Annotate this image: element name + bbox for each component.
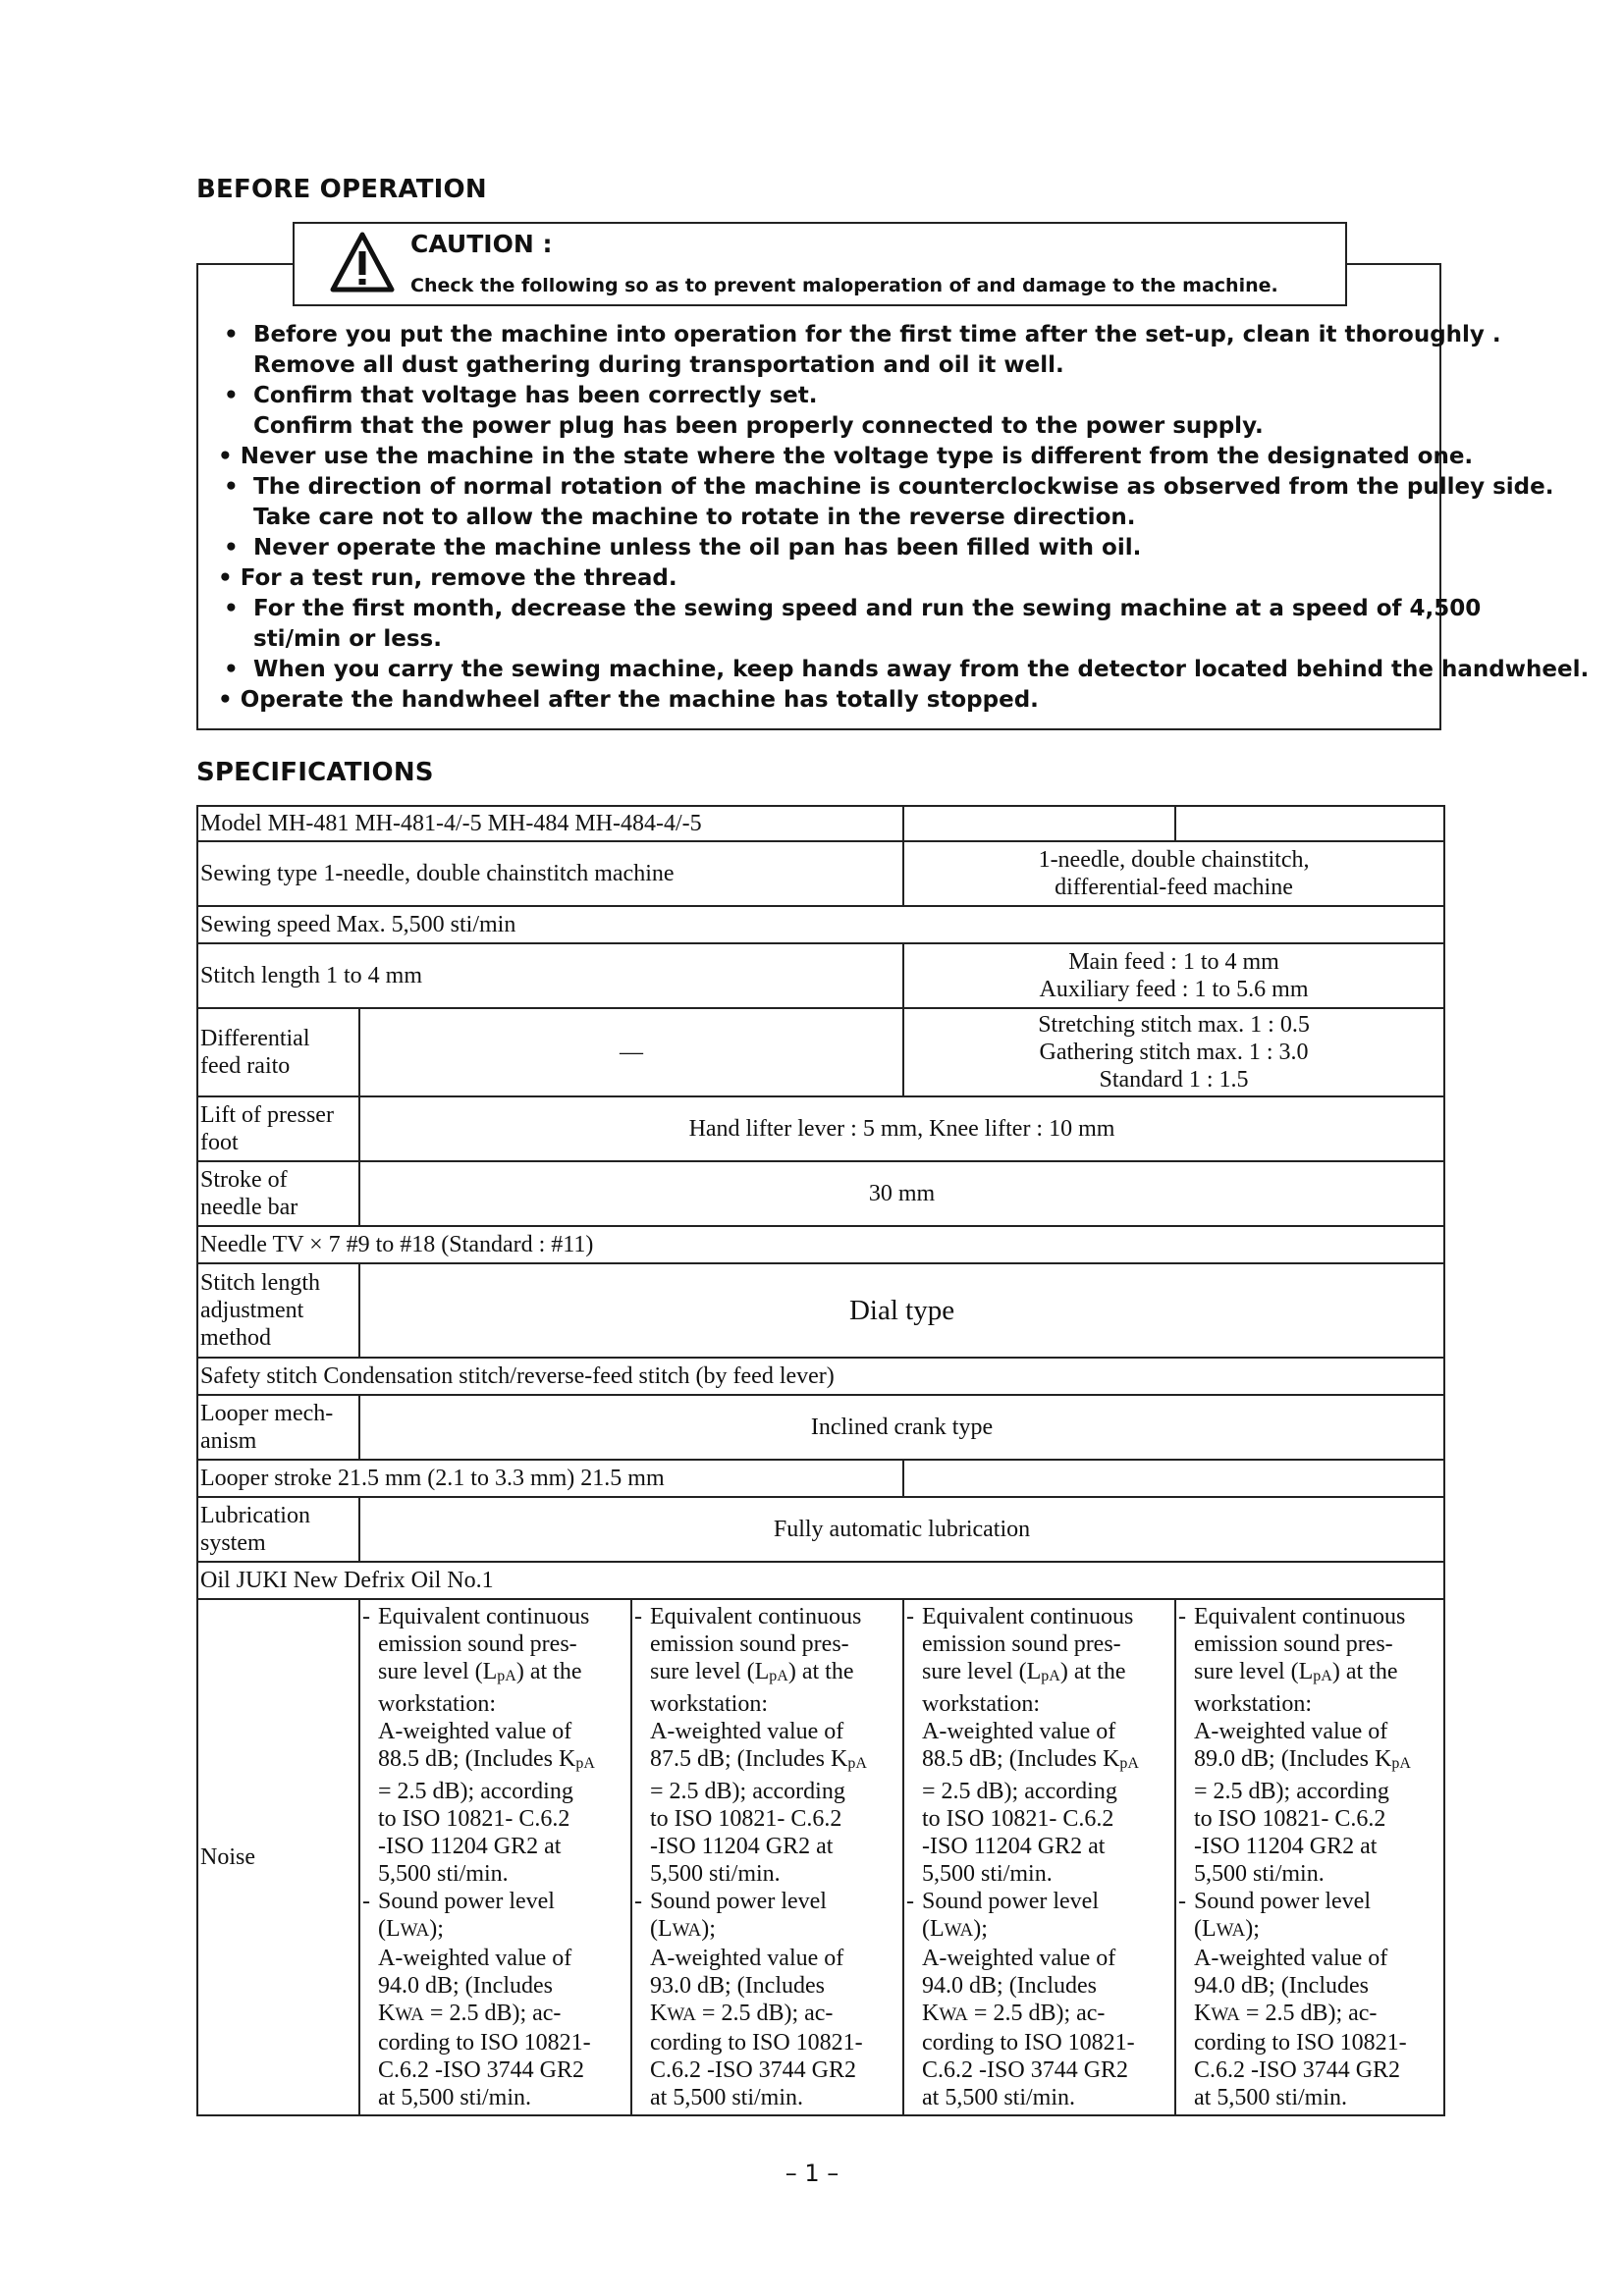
table-label: Lift of presser foot [197,1096,359,1161]
table-label: Stitch length adjustment method [197,1263,359,1358]
table-label: Noise [197,1599,359,2115]
table-label: Differential feed raito [197,1008,359,1096]
table-row [197,1460,1444,1497]
table-cell [903,806,1175,841]
caution-item: • Never use the machine in the state where the voltage type is different from the designated one. [218,444,1474,469]
page-number: – 1 – [785,2160,839,2187]
caution-item: • For the first month, decrease the sewing speed and run the sewing machine at a speed of 4,500 sti/min or less. [224,596,1482,652]
table-label: Lubrication system [197,1497,359,1562]
noise-cell: - Equivalent continuous emission sound pres- sure level (LpA) at the workstation: A-weighted value of 88.5 dB; (Includes KpA = 2.5 dB); according to ISO 10821- C.6.2 -ISO 11204 GR2 at 5,500 sti/min. - Sound power level (LWA); A-weighted value of 94.0 dB; (Includes KWA = 2.5 dB); ac- cording to ISO 10821- C.6.2 -ISO 3744 GR2 at 5,500 sti/min. [903,1599,1175,2115]
caution-item: • When you carry the sewing machine, keep hands away from the detector located behind the handwheel. [224,657,1590,682]
table-row [197,943,1444,1008]
caution-item: • Operate the handwheel after the machine has totally stopped. [218,687,1039,713]
sewing-type-cell: Sewing type 1-needle, double chainstitch machine [197,841,903,906]
noise-cell: - Equivalent continuous emission sound pres- sure level (LpA) at the workstation: A-weighted value of 89.0 dB; (Includes KpA = 2.5 dB); according to ISO 10821- C.6.2 -ISO 11204 GR2 at 5,500 sti/min. - Sound power level (LWA); A-weighted value of 94.0 dB; (Includes KWA = 2.5 dB); ac- cording to ISO 10821- C.6.2 -ISO 3744 GR2 at 5,500 sti/min. [1175,1599,1444,2115]
oil-cell: Oil JUKI New Defrix Oil No.1 [197,1562,1444,1599]
caution-header [293,222,1347,306]
table-cell: Hand lifter lever : 5 mm, Knee lifter : 10 mm [359,1096,1444,1161]
caution-title: CAUTION : [410,230,553,258]
table-row [197,1161,1444,1226]
table-row [197,1358,1444,1395]
looper-stroke-cell: Looper stroke 21.5 mm (2.1 to 3.3 mm) 21.5 mm [197,1460,903,1497]
table-row [197,1096,1444,1161]
caution-item: • The direction of normal rotation of the machine is counterclockwise as observed from the pulley side. Take care not to allow the machine to rotate in the reverse direction. [224,474,1554,530]
model-cell: Model MH-481 MH-481-4/-5 MH-484 MH-484-4/-5 [197,806,903,841]
specifications-table [196,805,1445,2116]
caution-item: • Never operate the machine unless the oil pan has been filled with oil. [224,535,1142,561]
table-cell: Stretching stitch max. 1 : 0.5 Gathering stitch max. 1 : 3.0 Standard 1 : 1.5 [903,1008,1444,1096]
table-cell [1175,806,1444,841]
noise-cell: - Equivalent continuous emission sound pres- sure level (LpA) at the workstation: A-weighted value of 88.5 dB; (Includes KpA = 2.5 dB); according to ISO 10821- C.6.2 -ISO 11204 GR2 at 5,500 sti/min. - Sound power level (LWA); A-weighted value of 94.0 dB; (Includes KWA = 2.5 dB); ac- cording to ISO 10821- C.6.2 -ISO 3744 GR2 at 5,500 sti/min. [359,1599,631,2115]
caution-subtitle: Check the following so as to prevent maloperation of and damage to the machine. [410,275,1278,296]
table-row [197,806,1444,841]
table-label: Stroke of needle bar [197,1161,359,1226]
table-row [197,1395,1444,1460]
table-row [197,1008,1444,1096]
before-operation-heading: BEFORE OPERATION [196,175,487,204]
noise-cell: - Equivalent continuous emission sound pres- sure level (LpA) at the workstation: A-weighted value of 87.5 dB; (Includes KpA = 2.5 dB); according to ISO 10821- C.6.2 -ISO 11204 GR2 at 5,500 sti/min. - Sound power level (LWA); A-weighted value of 93.0 dB; (Includes KWA = 2.5 dB); ac- cording to ISO 10821- C.6.2 -ISO 3744 GR2 at 5,500 sti/min. [631,1599,903,2115]
caution-item: • Confirm that voltage has been correctly set. Confirm that the power plug has been properly connected to the power supply. [224,383,1264,439]
specifications-heading: SPECIFICATIONS [196,758,434,787]
table-label: Looper mech- anism [197,1395,359,1460]
table-cell: Inclined crank type [359,1395,1444,1460]
table-row [197,841,1444,906]
table-cell: Fully automatic lubrication [359,1497,1444,1562]
table-row [197,1599,1444,2115]
table-row [197,1562,1444,1599]
table-row [197,1263,1444,1358]
stitch-length-cell: Stitch length 1 to 4 mm [197,943,903,1008]
table-cell: — [359,1008,903,1096]
table-row [197,1226,1444,1263]
sewing-speed-cell: Sewing speed Max. 5,500 sti/min [197,906,1444,943]
table-row [197,906,1444,943]
caution-item: • Before you put the machine into operation for the first time after the set-up, clean it thoroughly . Remove all dust gathering during transportation and oil it well. [224,322,1501,378]
table-cell: Dial type [359,1263,1444,1358]
caution-item: • For a test run, remove the thread. [218,565,677,591]
table-row [197,1497,1444,1562]
needle-cell: Needle TV × 7 #9 to #18 (Standard : #11) [197,1226,1444,1263]
safety-stitch-cell: Safety stitch Condensation stitch/reverse-feed stitch (by feed lever) [197,1358,1444,1395]
warning-triangle-icon [330,232,395,293]
table-cell: 30 mm [359,1161,1444,1226]
table-cell [903,1460,1444,1497]
table-cell: 1-needle, double chainstitch, differential-feed machine [903,841,1444,906]
table-cell: Main feed : 1 to 4 mm Auxiliary feed : 1 to 5.6 mm [903,943,1444,1008]
caution-list [218,320,1590,716]
